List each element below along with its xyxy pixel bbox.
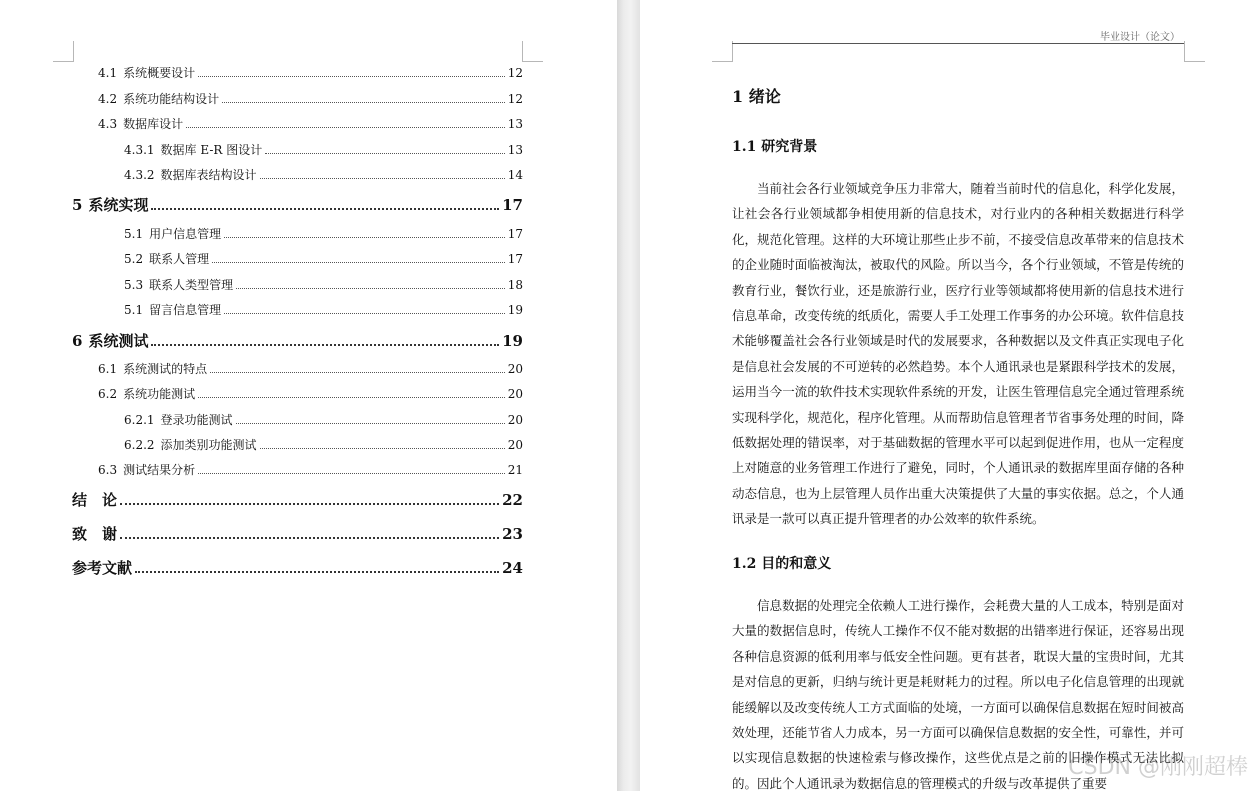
- toc-dot-leader: [236, 288, 505, 289]
- chapter-title: 1 绪论: [732, 87, 781, 106]
- toc-entry-title: 结 论: [72, 491, 118, 509]
- toc-entry-title: 添加类别功能测试: [160, 438, 257, 452]
- toc-dot-leader: [186, 127, 505, 128]
- toc-entry-page: 13: [507, 143, 523, 157]
- toc-dot-leader: [236, 423, 505, 424]
- toc-entry-number: 4.3.1: [124, 143, 155, 157]
- toc-dot-leader: [198, 76, 505, 77]
- toc-entry[interactable]: [98, 90, 523, 107]
- toc-entry-number: 6.2.1: [124, 413, 155, 427]
- toc-entry-title: 系统测试: [88, 332, 149, 350]
- toc-entry-number: 5: [72, 196, 83, 214]
- toc-entry[interactable]: [124, 301, 523, 318]
- toc-entry-title: 留言信息管理: [149, 303, 222, 317]
- paragraph-purpose: 信息数据的处理完全依赖人工进行操作，会耗费大量的人工成本，特别是面对大量的数据信息时，传统人工操作不仅不能对数据的出错率进行保证，还容易出现各种信息资源的低利用率与低安全性问题。更有甚者，耽误大量的宝贵时间，尤其是对信息的更新，归纳与统计更是耗财耗力的过程。所以电子化信息管理的出现就能缓解以及改变传统人工方式面临的处境，一方面可以确保信息数据在短时间被高效处理，还能节省人力成本，另一方面可以确保信息数据的安全性，可靠性，并可以实现信息数据的快速检索与修改操作，这些优点是之前的旧操作模式无法比拟的。因此个人通讯录为数据信息的管理模式的升级与改革提供了重要: [732, 598, 1184, 791]
- crop-mark-top-left: [712, 41, 733, 62]
- toc-dot-leader: [265, 153, 504, 154]
- toc-entry-page: 19: [507, 303, 523, 317]
- toc-entry-title: 参考文献: [72, 559, 133, 577]
- toc-entry-number: 4.3: [98, 117, 118, 131]
- toc-entry[interactable]: [72, 523, 523, 544]
- toc-entry[interactable]: [72, 489, 523, 510]
- toc-entry-page: 20: [507, 362, 523, 376]
- crop-mark-top-left: [53, 41, 74, 62]
- toc-dot-leader: [224, 237, 505, 238]
- toc-entry-page: 21: [507, 463, 523, 477]
- toc-entry[interactable]: [98, 115, 523, 132]
- toc-entry-page: 17: [507, 252, 523, 266]
- toc-dot-leader: [151, 208, 499, 210]
- toc-entry[interactable]: [124, 436, 523, 453]
- header-rule: [732, 43, 1184, 44]
- toc-entry-title: 系统概要设计: [123, 66, 196, 80]
- toc-entry-number: 6: [72, 332, 83, 350]
- toc-entry[interactable]: [98, 461, 523, 478]
- crop-mark-top-right: [522, 41, 543, 62]
- section-heading-purpose: 1.2 目的和意义: [732, 556, 832, 572]
- toc-entry-page: 17: [502, 196, 523, 214]
- toc-dot-leader: [120, 503, 499, 505]
- toc-entry-page: 20: [507, 387, 523, 401]
- toc-entry-page: 12: [507, 66, 523, 80]
- toc-entry-number: 5.1: [124, 227, 144, 241]
- toc-dot-leader: [222, 102, 505, 103]
- toc-dot-leader: [210, 372, 505, 373]
- toc-entry[interactable]: [124, 141, 523, 158]
- toc-entry-number: 6.2: [98, 387, 118, 401]
- toc-entry-page: 12: [507, 92, 523, 106]
- toc-entry-number: 5.3: [124, 278, 144, 292]
- toc-dot-leader: [260, 178, 505, 179]
- toc-dot-leader: [212, 262, 505, 263]
- section-heading-background: 1.1 研究背景: [732, 139, 818, 155]
- toc-dot-leader: [151, 344, 499, 346]
- content-page: [640, 0, 1258, 791]
- toc-entry[interactable]: [72, 557, 523, 578]
- toc-entry-page: 18: [507, 278, 523, 292]
- toc-entry-number: 6.3: [98, 463, 118, 477]
- toc-entry-page: 20: [507, 438, 523, 452]
- toc-entry-page: 20: [507, 413, 523, 427]
- toc-entry-page: 19: [502, 332, 523, 350]
- toc-entry[interactable]: [72, 330, 523, 351]
- page-gutter: [617, 0, 640, 791]
- toc-entry-page: 14: [507, 168, 523, 182]
- toc-entry[interactable]: [124, 411, 523, 428]
- toc-dot-leader: [224, 313, 505, 314]
- toc-entry-page: 22: [502, 491, 523, 509]
- toc-dot-leader: [135, 571, 499, 573]
- toc-entry[interactable]: [124, 225, 523, 242]
- toc-entry-title: 联系人管理: [149, 252, 210, 266]
- toc-dot-leader: [260, 448, 505, 449]
- crop-mark-top-right: [1184, 41, 1205, 62]
- toc-entry-title: 系统测试的特点: [123, 362, 208, 376]
- toc-entry-number: 4.1: [98, 66, 118, 80]
- toc-entry-title: 致 谢: [72, 525, 118, 543]
- toc-entry-page: 24: [502, 559, 523, 577]
- toc-entry-page: 17: [507, 227, 523, 241]
- toc-entry-number: 5.2: [124, 252, 144, 266]
- toc-entry-number: 6.2.2: [124, 438, 155, 452]
- toc-entry[interactable]: [72, 194, 523, 215]
- toc-dot-leader: [120, 537, 499, 539]
- toc-entry-title: 系统功能测试: [123, 387, 196, 401]
- toc-entry-title: 系统实现: [88, 196, 149, 214]
- page-header: 毕业设计（论文）: [1100, 32, 1180, 43]
- toc-page: [0, 0, 617, 791]
- toc-entry-title: 测试结果分析: [123, 463, 196, 477]
- toc-entry-title: 数据库 E-R 图设计: [160, 143, 263, 157]
- watermark: CSDN @刚刚超棒: [1068, 755, 1248, 780]
- toc-entry-number: 4.2: [98, 92, 118, 106]
- toc-entry-number: 4.3.2: [124, 168, 155, 182]
- paragraph-background: 当前社会各行业领域竞争压力非常大，随着当前时代的信息化，科学化发展，让社会各行业领域都争相使用新的信息技术，对行业内的各种相关数据进行科学化，规范化管理。这样的大环境让那些止步不前，不接受信息改革带来的信息技术的企业随时面临被淘汰，被取代的风险。所以当今，各个行业领域，不管是传统的教育行业，餐饮行业，还是旅游行业，医疗行业等领域都将使用新的信息技术进行信息革命，改变传统的纸质化，需要人手工处理工作事务的办公环境。软件信息技术能够覆盖社会各行业领域是时代的发展要求，各种数据以及文件真正实现电子化是信息社会发展的不可逆转的必然趋势。本个人通讯录也是紧跟科学技术的发展，运用当今一流的软件技术实现软件系统的开发，让医生管理信息完全通过管理系统实现科学化，规范化，程序化管理。从而帮助信息管理者节省事务处理的时间，降低数据处理的错误率，对于基础数据的管理水平可以起到促进作用，也从一定程度上对随意的业务管理工作进行了避免，同时，个人通讯录的数据库里面存储的各种动态信息，也为上层管理人员作出重大决策提供了大量的事实依据。总之，个人通讯录是一款可以真正提升管理者的办公效率的软件系统。: [732, 181, 1184, 527]
- toc-dot-leader: [198, 473, 505, 474]
- toc-entry-title: 联系人类型管理: [149, 278, 234, 292]
- toc-entry-title: 数据库设计: [123, 117, 184, 131]
- toc-entry[interactable]: [98, 64, 523, 81]
- toc-entry[interactable]: [124, 276, 523, 293]
- toc-entry-page: 13: [507, 117, 523, 131]
- toc-entry[interactable]: [98, 360, 523, 377]
- toc-entry-title: 登录功能测试: [160, 413, 233, 427]
- toc-dot-leader: [198, 397, 505, 398]
- toc-entry[interactable]: [124, 250, 523, 267]
- toc-entry-title: 系统功能结构设计: [123, 92, 220, 106]
- toc-entry-page: 23: [502, 525, 523, 543]
- toc-entry[interactable]: [124, 166, 523, 183]
- toc-entry-number: 5.1: [124, 303, 144, 317]
- toc-entry-title: 用户信息管理: [149, 227, 222, 241]
- toc-entry[interactable]: [98, 385, 523, 402]
- toc-entry-title: 数据库表结构设计: [160, 168, 257, 182]
- toc-entry-number: 6.1: [98, 362, 118, 376]
